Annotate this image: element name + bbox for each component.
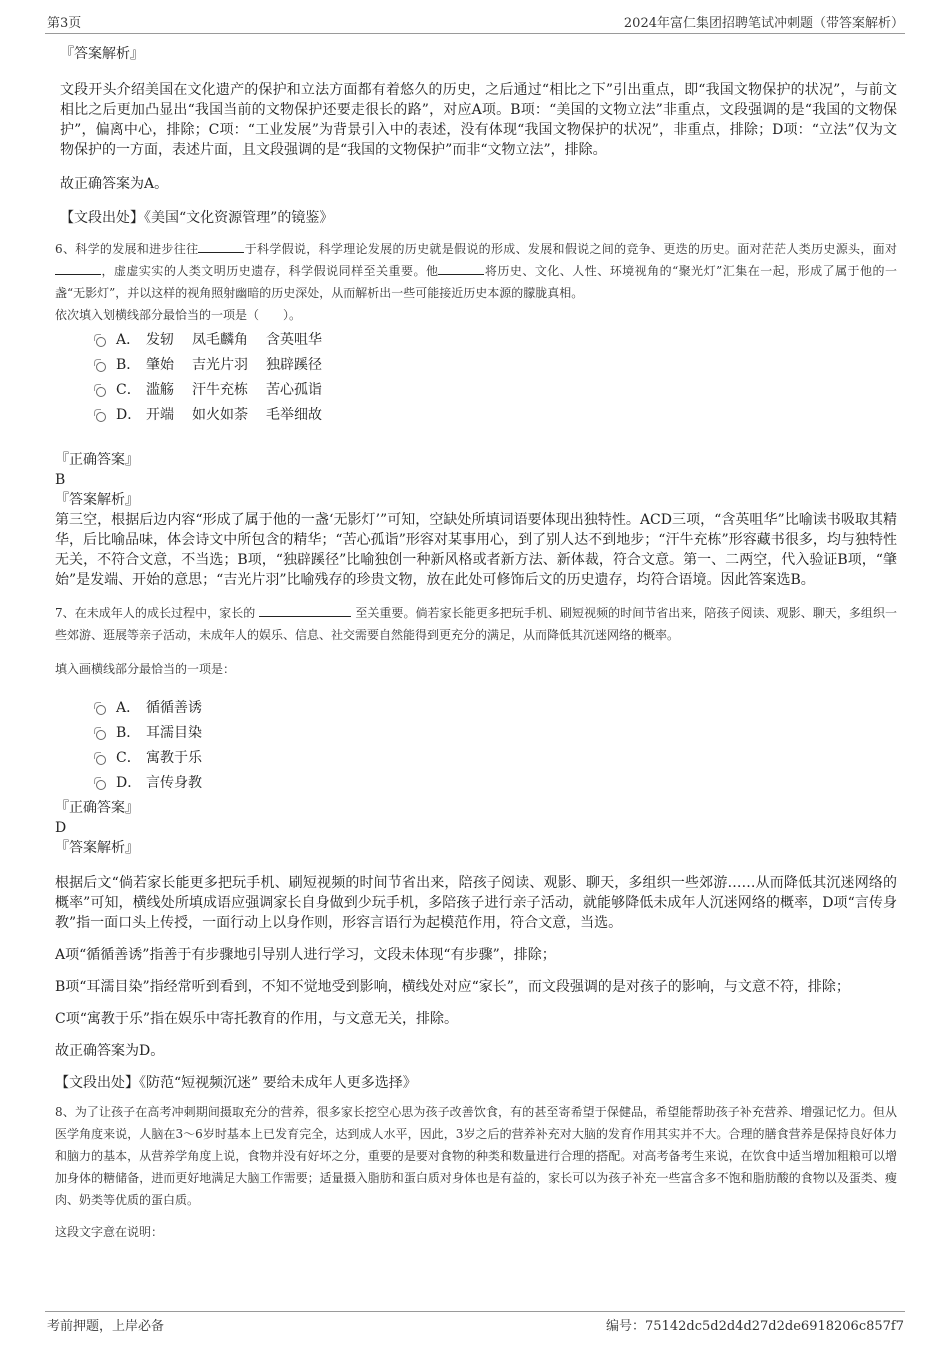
radio-icon[interactable] — [96, 705, 106, 715]
q7-option-d[interactable] — [55, 771, 897, 796]
q6-blank-1 — [198, 240, 244, 253]
page-content — [55, 44, 897, 1243]
footer-slogan: 考前押题，上岸必备 — [47, 1319, 165, 1334]
q6-stem-part1: 6、科学的发展和进步往往 — [55, 242, 199, 256]
q7-analysis-heading: 『答案解析』 — [55, 840, 139, 856]
option-word: 寓教于乐 — [146, 750, 202, 766]
footer-divider — [45, 1311, 905, 1312]
option-letter: D． — [116, 775, 142, 791]
radio-icon[interactable] — [96, 780, 106, 790]
q6-option-d[interactable] — [55, 403, 897, 428]
radio-icon[interactable] — [96, 337, 106, 347]
option-letter: C． — [116, 750, 141, 766]
radio-icon[interactable] — [96, 755, 106, 765]
q8-stem: 8、为了让孩子在高考冲刺期间摄取充分的营养，很多家长挖空心思为孩子改善饮食，有的甚至寄希望于保健品，希望能帮助孩子补充营养、增强记忆力。但从医学角度来说，人脑在3～6岁时基本上已发育完全，达到成人水平，因此，3岁之后的营养补充对大脑的发育作用其实并不大。合理的膳食营养是保持良好体力和脑力的基本，从营养学角度上说，食物并没有好坏之分，重要的是要对食物的种类和数量进行合理的搭配。对高考备考生来说，在饮食中适当增加粗粮可以增加身体的糖储备，进而更好地满足大脑工作需要；适量摄入脂肪和蛋白质对身体也是有益的，家长可以为孩子补充一些富含多不饱和脂肪酸的食物以及蛋类、瘦肉、奶类等优质的蛋白质。 — [55, 1105, 897, 1207]
q7-options — [55, 696, 897, 796]
option-word: 开端 — [146, 407, 174, 423]
q6-answer: B — [55, 472, 66, 488]
q6-stem — [55, 238, 897, 304]
option-letter: A． — [116, 332, 141, 348]
q7-option-a[interactable] — [55, 696, 897, 721]
q7-option-b[interactable] — [55, 721, 897, 746]
q6-blank-3 — [438, 262, 484, 275]
q7-analysis-a: A项“循循善诱”指善于有步骤地引导别人进行学习，文段未体现“有步骤”，排除； — [55, 947, 556, 963]
radio-icon[interactable] — [96, 362, 106, 372]
q6-blank-2 — [55, 262, 101, 275]
page-header — [0, 0, 950, 34]
option-word: 苦心孤诣 — [266, 382, 322, 398]
q6-option-c[interactable] — [55, 378, 897, 403]
option-letter: D． — [116, 407, 142, 423]
q7-prompt: 填入画横线部分最恰当的一项是： — [55, 662, 236, 676]
option-word: 循循善诱 — [146, 700, 202, 716]
q7-blank — [259, 604, 351, 617]
q6-answer-heading: 『正确答案』 — [55, 452, 139, 468]
q5-analysis-heading: 『答案解析』 — [60, 46, 144, 62]
document-title: 2024年富仁集团招聘笔试冲刺题（带答案解析） — [623, 16, 904, 31]
q7-source: 【文段出处】《防范“短视频沉迷” 要给未成年人更多选择》 — [55, 1075, 417, 1091]
option-word: 言传身教 — [146, 775, 202, 791]
q7-analysis-text: 根据后文“倘若家长能更多把玩手机、刷短视频的时间节省出来，陪孩子阅读、观影、聊天，多组织一些郊游……从而降低其沉迷网络的概率”可知，横线处所填成语应强调家长自身做到少玩手机，多陪孩子进行亲子活动，就能够降低未成年人沉迷网络的概率，D项“言传身教”指一面口头上传授，一面行动上以身作则，形容言语行为起模范作用，符合文意，当选。 — [55, 875, 897, 931]
q6-stem-part4: 将历史、文化、人性、环境视角的“聚光灯”汇集在一起，形成了属于他的一盏“无影灯”，并以这样的视角照射幽暗的历史深处，从而解析出一些可能接近历史本源的朦胧真相。 — [55, 264, 897, 300]
q7-stem-part1: 7、在未成年人的成长过程中，家长的 — [55, 606, 256, 620]
q6-option-b[interactable] — [55, 353, 897, 378]
q6-options — [55, 328, 897, 428]
option-word: 如火如荼 — [192, 407, 248, 423]
q5-source: 【文段出处】《美国“文化资源管理”的镜鉴》 — [60, 210, 334, 226]
option-word: 独辟蹊径 — [266, 357, 322, 373]
option-word: 发轫 — [146, 332, 174, 348]
q7-answer-heading: 『正确答案』 — [55, 800, 139, 816]
q6-option-a[interactable] — [55, 328, 897, 353]
header-divider — [45, 33, 905, 34]
option-letter: B． — [116, 357, 141, 373]
q6-analysis-heading: 『答案解析』 — [55, 492, 139, 508]
option-word: 滥觞 — [146, 382, 174, 398]
option-word: 肇始 — [146, 357, 174, 373]
radio-icon[interactable] — [96, 730, 106, 740]
q7-option-c[interactable] — [55, 746, 897, 771]
q7-stem-part2: 至关重要。倘若家长能更多把玩手机、刷短视频的时间节省出来，陪孩子阅读、观影、聊天，多组织一些郊游、逛展等亲子活动，未成年人的娱乐、信息、社交需要自然能得到更充分的满足，从而降低其沉迷网络的概率。 — [55, 606, 897, 642]
radio-icon[interactable] — [96, 412, 106, 422]
q6-analysis-text: 第三空，根据后边内容“形成了属于他的一盏‘无影灯’”可知，空缺处所填词语要体现出独特性。ACD三项，“含英咀华”比喻读书吸取其精华，后比喻品味，体会诗文中所包含的精华；“苦心孤诣”形容对某事用心，到了别人达不到地步；“汗牛充栋”形容藏书很多，均与独特性无关，不符合文意，不当选；B项，“独辟蹊径”比喻独创一种新风格或者新方法、新体裁，符合文意。第一、二两空，代入验证B项，“肇始”是发端、开始的意思；“吉光片羽”比喻残存的珍贵文物，放在此处可修饰后文的历史遗存，均符合语境。因此答案选B。 — [55, 512, 897, 588]
q7-analysis-c: C项“寓教于乐”指在娱乐中寄托教育的作用，与文意无关，排除。 — [55, 1011, 459, 1027]
page-number: 第3页 — [47, 16, 82, 31]
q5-conclusion: 故正确答案为A。 — [60, 176, 169, 192]
option-letter: C． — [116, 382, 141, 398]
q8-prompt: 这段文字意在说明： — [55, 1225, 164, 1239]
option-word: 毛举细故 — [266, 407, 322, 423]
option-word: 汗牛充栋 — [192, 382, 248, 398]
footer-document-id: 编号：75142dc5d2d4d27d2de6918206c857f7 — [606, 1319, 904, 1334]
radio-icon[interactable] — [96, 387, 106, 397]
q7-stem — [55, 602, 897, 646]
option-word: 凤毛麟角 — [192, 332, 248, 348]
option-letter: A． — [116, 700, 141, 716]
option-word: 吉光片羽 — [192, 357, 248, 373]
q7-analysis-b: B项“耳濡目染”指经常听到看到，不知不觉地受到影响，横线处对应“家长”，而文段强调的是对孩子的影响，与文意不符，排除； — [55, 979, 850, 995]
option-word: 含英咀华 — [266, 332, 322, 348]
q7-answer: D — [55, 820, 67, 836]
q6-stem-part3: ，虚虚实实的人类文明历史遗存，科学假说同样至关重要。他 — [101, 264, 439, 278]
option-letter: B． — [116, 725, 141, 741]
q6-prompt: 依次填入划横线部分最恰当的一项是（ ）。 — [55, 308, 302, 322]
option-word: 耳濡目染 — [146, 725, 202, 741]
q5-analysis-text: 文段开头介绍美国在文化遗产的保护和立法方面都有着悠久的历史，之后通过“相比之下”引出重点，即“我国文物保护的状况”，与前文相比之后更加凸显出“我国当前的文物保护还要走很长的路”，对应A项。B项：“美国的文物立法”非重点，文段强调的是“我国的文物保护”，偏离中心，排除；C项：“工业发展”为背景引入中的表述，没有体现“我国文物保护的状况”，非重点，排除；D项：“立法”仅为文物保护的一方面，表述片面，且文段强调的是“我国的文物保护”而非“文物立法”，排除。 — [60, 82, 897, 158]
q7-conclusion: 故正确答案为D。 — [55, 1043, 165, 1059]
q6-stem-part2: 于科学假说，科学理论发展的历史就是假说的形成、发展和假说之间的竞争、更迭的历史。面对茫茫人类历史源头，面对 — [244, 242, 897, 256]
